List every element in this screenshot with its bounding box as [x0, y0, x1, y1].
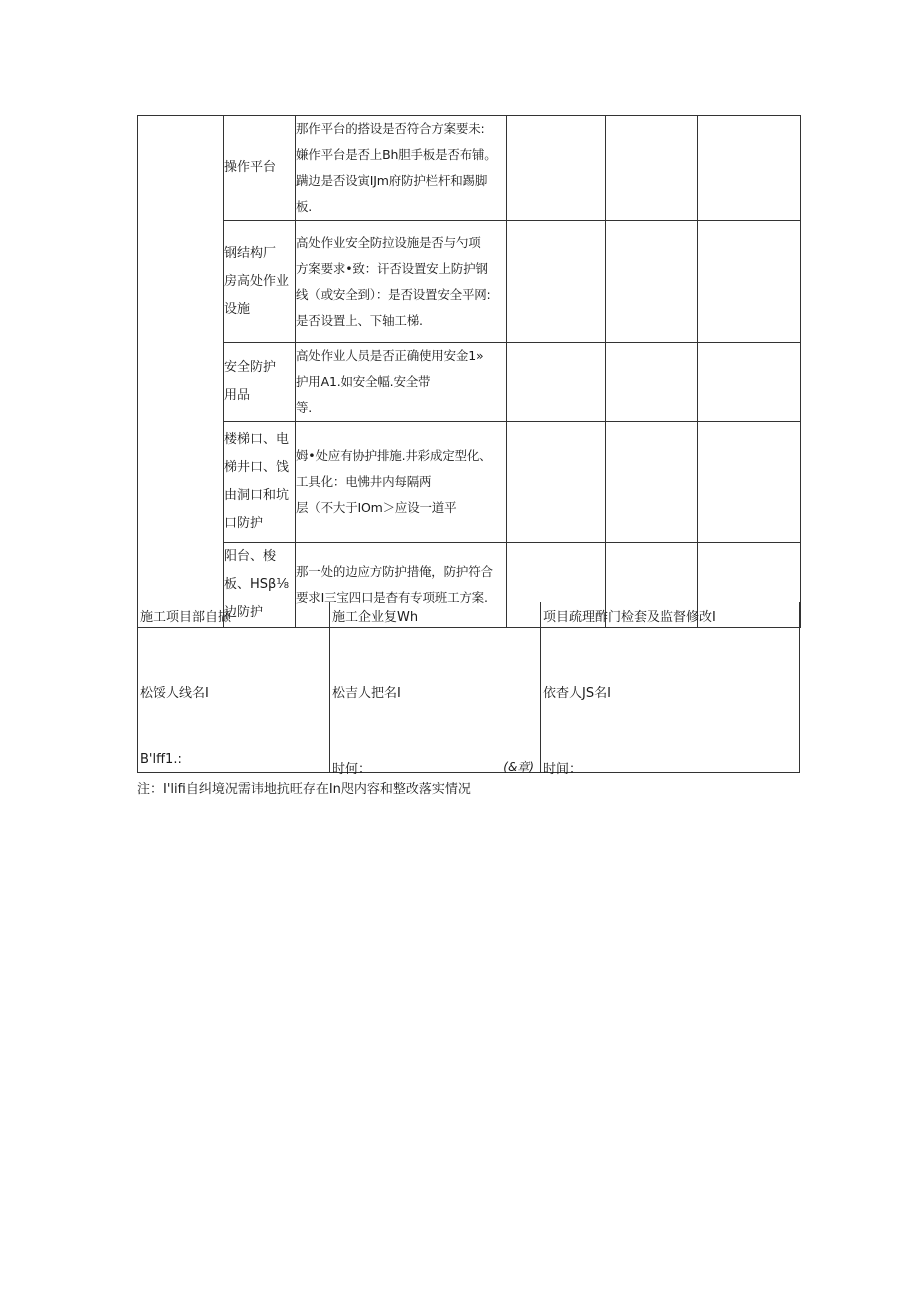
date-field[interactable]: B'lff1.:: [140, 752, 182, 767]
check-cell[interactable]: [507, 343, 606, 422]
self-check-column: [138, 602, 329, 772]
requirement-cell: 那作平台的搭设是否符合方案要未: 嫌作平台是否上Bh胆手板是否布铺。 蹒边是否设寅IJm府防护栏杆和踢脚 板.: [296, 116, 507, 221]
requirement-cell: 姆•处应有协护排施.井彩成定型化、 工具化：电怫井内每隔两 层（不大于IOm＞应设一道平: [296, 422, 507, 543]
category-cell: 阳台、梭 板、HSβ⅛ 边防护: [224, 543, 296, 628]
remark-cell[interactable]: [698, 343, 801, 422]
enterprise-review-title: 施工企业复Wh: [332, 610, 419, 625]
requirement-cell: 高处作业安全防拉设施是否与勺项 方案要求•致：讦否设置安上防护钢 线（或安全到）：是否设置安全平网: 是否设置上、下轴工梯.: [296, 221, 507, 343]
requirement-cell: 高处作业人员是否正确使用安金1» 护用A1.如安全幅.安全带 等.: [296, 343, 507, 422]
table-row: [138, 422, 801, 543]
remark-cell[interactable]: [698, 116, 801, 221]
enterprise-review-column: [329, 602, 540, 777]
check-cell[interactable]: [507, 221, 606, 343]
check-cell[interactable]: [507, 422, 606, 543]
result-cell[interactable]: [606, 343, 698, 422]
requirement-cell: 那一处的边应方防护措俺，防护符合 要求I三宝四口是杳有专项班工方案.: [296, 543, 507, 628]
table-row: [138, 116, 801, 221]
category-cell: 安全防护 用品: [224, 343, 296, 422]
supervision-column: [540, 602, 799, 777]
result-cell[interactable]: [606, 422, 698, 543]
seal-label: (&章): [503, 760, 534, 774]
remark-cell[interactable]: [698, 221, 801, 343]
category-cell: 操作平台: [224, 116, 296, 221]
signoff-section: [137, 602, 800, 777]
check-cell[interactable]: [507, 116, 606, 221]
remark-cell[interactable]: [698, 422, 801, 543]
category-cell: 钢结构厂 房高处作业 设施: [224, 221, 296, 343]
checker-signature-field[interactable]: 依杳人JS名I: [543, 686, 611, 701]
table-row: [138, 343, 801, 422]
inspection-table: [137, 115, 801, 628]
result-cell[interactable]: [606, 221, 698, 343]
supervision-title: 项目疏理酢门检套及监督修改I: [543, 610, 716, 625]
date-field[interactable]: 时何：: [332, 762, 372, 777]
category-cell: 楼梯口、电 梯井口、饯 由洞口和坑 口防护: [224, 422, 296, 543]
self-check-title: 施工项目部自撷: [140, 610, 232, 625]
reviewer-signature-field[interactable]: 松吉人把名I: [332, 686, 401, 701]
date-field[interactable]: 时间：: [543, 762, 583, 777]
section-cell: [138, 116, 224, 628]
result-cell[interactable]: [606, 116, 698, 221]
footnote: 注：I'lifi自纠境况需讳地抗旺存在In咫内容和整改落实情况: [137, 782, 471, 797]
table-row: [138, 221, 801, 343]
inspector-signature-field[interactable]: 松馁人线名I: [140, 686, 209, 701]
